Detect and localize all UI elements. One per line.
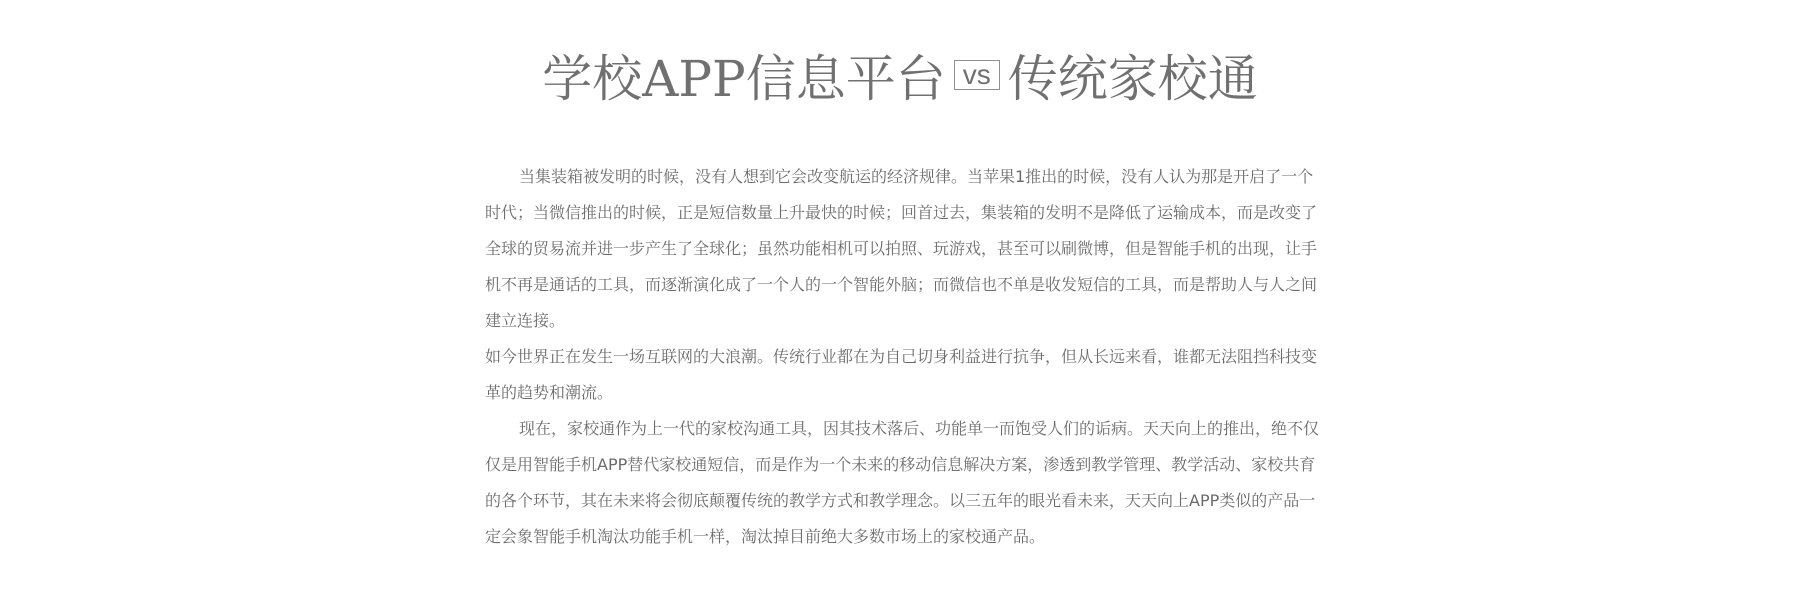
page-title — [0, 44, 1800, 114]
title-left: 学校APP信息平台 — [542, 50, 946, 108]
paragraph-2: 如今世界正在发生一场互联网的大浪潮。传统行业都在为自己切身利益进行抗争，但从长远来看，谁都无法阻挡科技变革的趋势和潮流。 — [485, 347, 1318, 402]
paragraph-3: 现在，家校通作为上一代的家校沟通工具，因其技术落后、功能单一而饱受人们的诟病。天天向上的推出，绝不仅仅是用智能手机APP替代家校通短信，而是作为一个未来的移动信息解决方案，渗透到教学管理、教学活动、家校共育的各个环节，其在未来将会彻底颠覆传统的教学方式和教学理念。以三五年的眼光看未来，天天向上APP类似的产品一定会象智能手机淘汰功能手机一样，淘汰掉目前绝大多数市场上的家校通产品。 — [485, 419, 1320, 546]
article-body — [485, 159, 1321, 555]
title-right: 传统家校通 — [1007, 50, 1258, 108]
vs-badge: vs — [954, 60, 1000, 90]
paragraph-1: 当集装箱被发明的时候，没有人想到它会改变航运的经济规律。当苹果1推出的时候，没有人认为那是开启了一个时代；当微信推出的时候，正是短信数量上升最快的时候；回首过去，集装箱的发明不是降低了运输成本，而是改变了全球的贸易流并进一步产生了全球化；虽然功能相机可以拍照、玩游戏，甚至可以刷微博，但是智能手机的出现，让手机不再是通话的工具，而逐渐演化成了一个人的一个智能外脑；而微信也不单是收发短信的工具，而是帮助人与人之间建立连接。 — [485, 167, 1318, 330]
